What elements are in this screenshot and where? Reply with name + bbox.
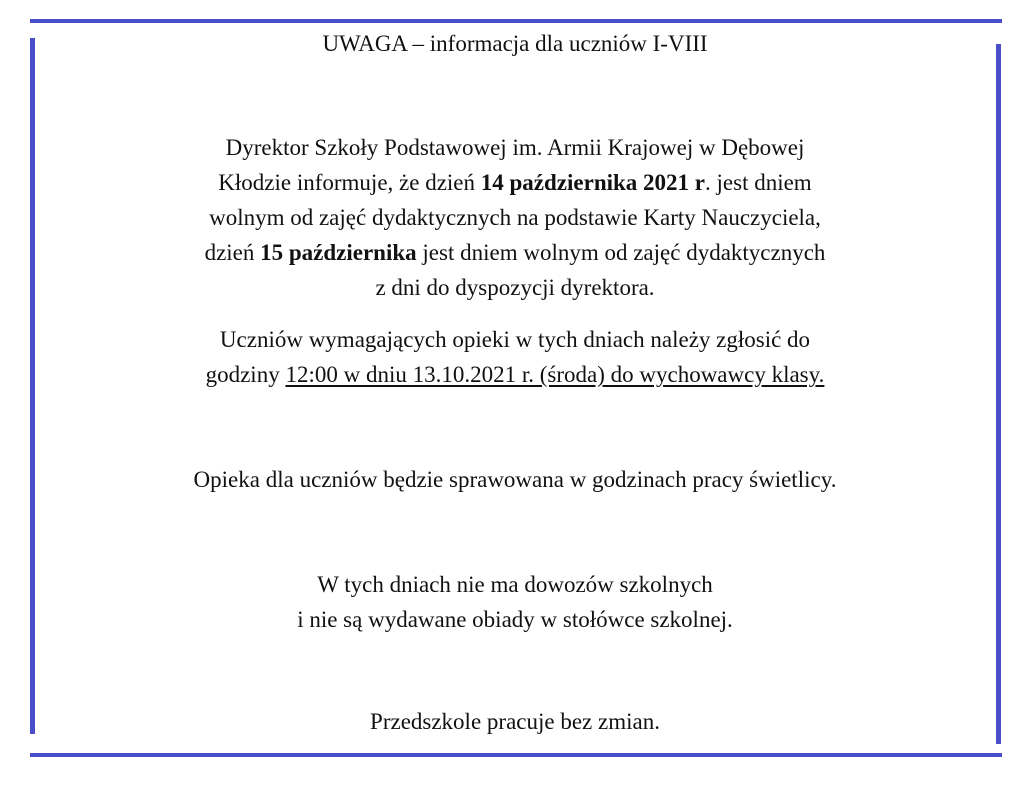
text-fragment: jest dniem wolnym od zajęć dydaktycznych [416, 240, 826, 265]
paragraph-transport-line-1: W tych dniach nie ma dowozów szkolnych [317, 572, 713, 597]
paragraph-transport-line-2: i nie są wydawane obiady w stołówce szkolnej. [297, 607, 733, 632]
paragraph-care-hours-line-1: Opieka dla uczniów będzie sprawowana w godzinach pracy świetlicy. [193, 467, 837, 492]
text-fragment: . jest dniem [705, 170, 812, 195]
text-fragment: dzień [204, 240, 261, 265]
paragraph-preschool [120, 704, 910, 739]
text-fragment: godziny [205, 362, 286, 387]
paragraph-day-off-line-5: z dni do dyspozycji dyrektora. [375, 275, 655, 300]
paragraph-day-off-line-1: Dyrektor Szkoły Podstawowej im. Armii Krajowej w Dębowej [225, 135, 805, 160]
date-oct-14: 14 października 2021 r [480, 170, 706, 195]
paragraph-transport-meals [120, 567, 910, 637]
frame-right-border [996, 44, 1001, 744]
notice-title: UWAGA – informacja dla uczniów I-VIII [322, 31, 708, 56]
frame-top-border [30, 19, 1002, 23]
frame-left-border [30, 38, 35, 734]
paragraph-care-hours [120, 462, 910, 497]
paragraph-day-off-line-2 [120, 165, 910, 200]
paragraph-preschool-line-1: Przedszkole pracuje bez zmian. [370, 709, 660, 734]
paragraph-day-off-line-3: wolnym od zajęć dydaktycznych na podstawie Karty Nauczyciela, [209, 205, 821, 230]
paragraph-care-line-2 [120, 357, 910, 392]
paragraph-day-off-line-4 [120, 235, 910, 270]
paragraph-day-off [120, 130, 910, 305]
deadline-underlined: 12:00 w dniu 13.10.2021 r. (środa) do wychowawcy klasy. [285, 362, 825, 387]
frame-bottom-border [30, 753, 1002, 757]
paragraph-care-line-1: Uczniów wymagających opieki w tych dniach należy zgłosić do [219, 327, 811, 352]
paragraph-care-registration [120, 322, 910, 392]
text-fragment: Kłodzie informuje, że dzień [218, 170, 481, 195]
date-oct-15: 15 października [260, 240, 417, 265]
